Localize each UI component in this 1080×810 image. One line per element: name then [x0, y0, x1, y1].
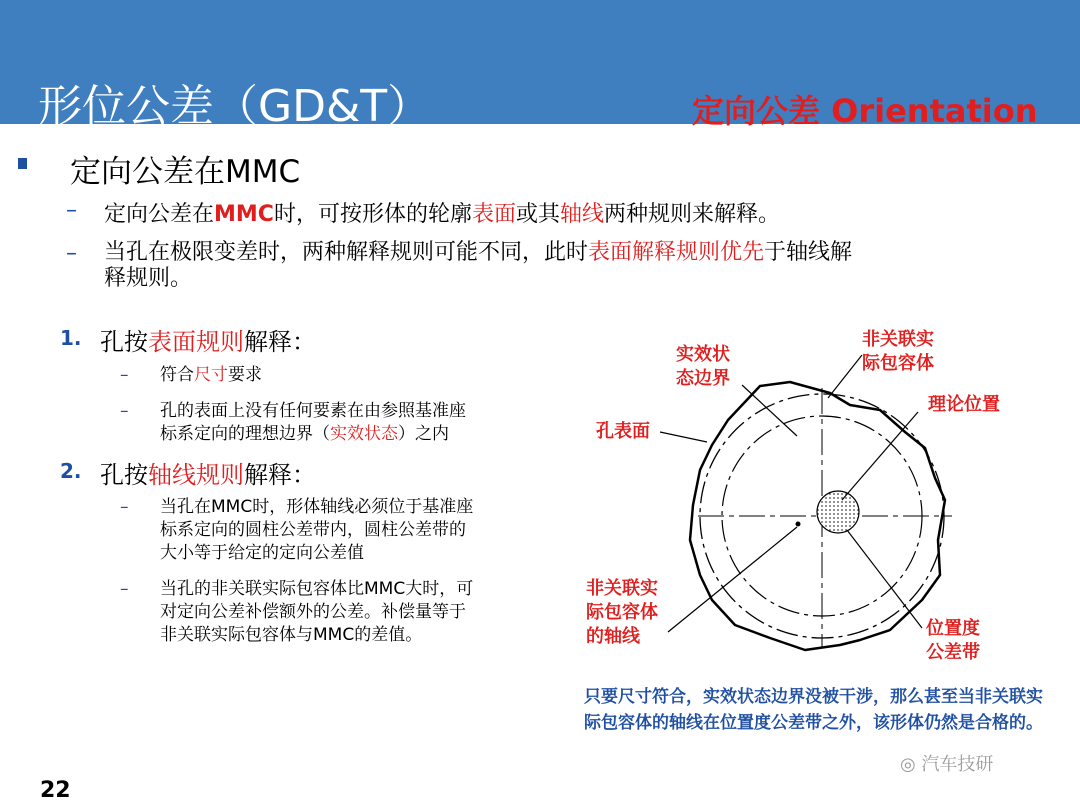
- dash-bullet-icon: –: [120, 497, 129, 517]
- dash-bullet-icon: –: [66, 241, 77, 266]
- text-run: 定向公差在: [104, 202, 215, 227]
- highlight-run: 轴线: [560, 202, 605, 227]
- highlight-run: MMC: [214, 202, 274, 227]
- text-run: 当孔在极限变差时，两种解释规则可能不同，此时: [104, 240, 589, 265]
- dash-bullet-icon: –: [120, 401, 129, 421]
- wechat-icon: ◎: [900, 754, 922, 775]
- text-run: 解释：: [244, 328, 316, 356]
- dash-bullet-icon: –: [66, 198, 77, 223]
- label-line: 实效状: [676, 344, 730, 365]
- leader-line: [742, 385, 797, 436]
- label-line: 际包容体: [586, 602, 658, 623]
- highlight-run: 表面: [471, 202, 516, 227]
- label-line: 态边界: [676, 368, 730, 389]
- text-run: 标系定向的理想边界（: [160, 424, 330, 444]
- section-number: 1.: [60, 326, 82, 350]
- leader-line: [660, 432, 707, 442]
- main-heading: 定向公差在MMC: [70, 154, 301, 190]
- label-envelope-axis: [586, 577, 658, 649]
- text-run: 两种规则来解释。: [604, 202, 781, 227]
- text-run: 时，可按形体的轮廓: [273, 202, 472, 227]
- highlight-run: 表面解释规则优先: [588, 240, 765, 265]
- label-unrelated-envelope: [862, 328, 934, 376]
- text-line: 当孔的非关联实际包容体比MMC大时，可: [160, 579, 474, 599]
- text-run: 孔按: [100, 461, 148, 489]
- position-tolerance-zone: [817, 491, 859, 533]
- section-number: 2.: [60, 459, 82, 483]
- text-run: 解释：: [244, 461, 316, 489]
- highlight-run: 轴线规则: [148, 461, 244, 489]
- watermark-text: 汽车技研: [921, 754, 994, 775]
- label-line: 际包容体: [862, 353, 934, 374]
- text-line: 对定向公差补偿额外的公差。补偿量等于: [160, 602, 466, 622]
- leader-line: [842, 412, 918, 500]
- text-run: 要求: [228, 365, 262, 385]
- text-run: ）之内: [398, 424, 449, 444]
- label-hole-surface: 孔表面: [596, 421, 650, 442]
- label-position-tolerance: [926, 617, 980, 665]
- label-line: 非关联实: [862, 329, 934, 350]
- label-line: 非关联实: [586, 578, 658, 599]
- leader-line: [828, 355, 862, 398]
- slide-title: 形位公差（GD&T）: [38, 81, 432, 132]
- watermark: [900, 750, 993, 776]
- text-line: 标系定向的圆柱公差带内，圆柱公差带的: [160, 520, 466, 540]
- leader-line: [668, 527, 797, 632]
- dash-bullet-icon: –: [120, 579, 129, 599]
- envelope-axis-point: [796, 522, 801, 527]
- text-line: 孔的表面上没有任何要素在由参照基准座: [160, 401, 466, 421]
- text-run: 符合: [160, 365, 194, 385]
- label-line: 的轴线: [586, 626, 640, 647]
- text-line: 大小等于给定的定向公差值: [160, 543, 364, 563]
- page-number: 22: [40, 778, 71, 803]
- text-line: 当孔在MMC时，形体轴线必须位于基准座: [160, 497, 474, 517]
- label-line: 位置度: [926, 618, 980, 639]
- highlight-run: 表面规则: [148, 328, 244, 356]
- label-line: 公差带: [926, 642, 980, 663]
- dash-bullet-icon: –: [120, 365, 129, 385]
- diagram-note: 只要尺寸符合，实效状态边界没被干涉，那么甚至当非关联实际包容体的轴线在位置度公差带之外，该形体仍然是合格的。: [584, 687, 1043, 733]
- text-run: 或其: [515, 202, 560, 227]
- highlight-run: 尺寸: [194, 365, 228, 385]
- label-virtual-boundary: [676, 343, 730, 391]
- highlight-run: 实效状态: [330, 424, 398, 444]
- leader-line: [847, 530, 922, 628]
- text-run: 孔按: [100, 328, 148, 356]
- paragraph-2-line-2: 释规则。: [104, 266, 193, 291]
- label-theoretical-position: 理论位置: [928, 394, 1000, 415]
- text-run: 于轴线解: [764, 240, 853, 265]
- text-line: 非关联实际包容体与MMC的差值。: [160, 625, 423, 645]
- slide-subtitle: 定向公差 Orientation: [692, 92, 1038, 130]
